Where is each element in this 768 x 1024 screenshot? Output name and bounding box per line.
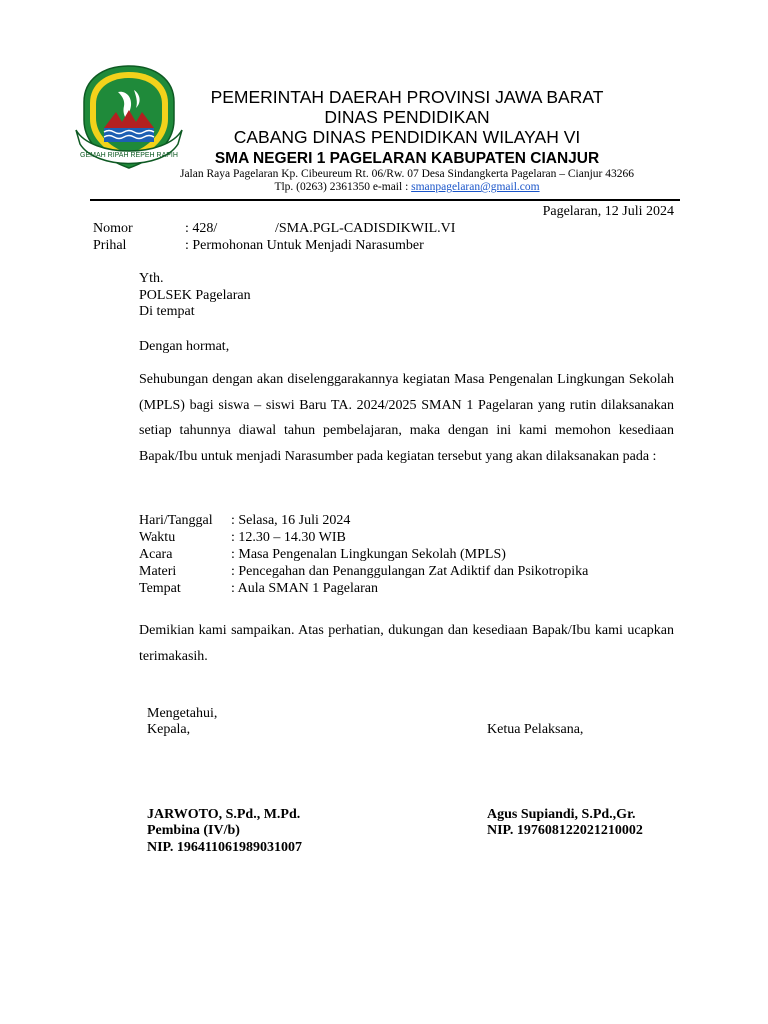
kop-line-agency: DINAS PENDIDIKAN: [324, 107, 490, 127]
detail-label: Acara: [139, 547, 173, 562]
detail-value: : Selasa, 16 Juli 2024: [231, 513, 351, 528]
detail-label: Waktu: [139, 530, 176, 545]
kop-line-government: PEMERINTAH DAERAH PROVINSI JAWA BARAT: [210, 87, 604, 107]
prihal-label: Prihal: [93, 238, 127, 253]
event-details-table: [139, 512, 588, 597]
kop-contact: [150, 181, 664, 193]
recipient-yth: Yth.: [139, 271, 164, 286]
sign-left-acknowledged: Mengetahui,: [147, 706, 218, 721]
detail-label: Hari/Tanggal: [139, 513, 213, 528]
salutation: Dengan hormat,: [139, 339, 230, 354]
detail-value: : Masa Pengenalan Lingkungan Sekolah (MPLS): [231, 547, 506, 562]
sign-left-nip: NIP. 196411061989031007: [147, 840, 303, 855]
kop-line-branch: CABANG DINAS PENDIDIKAN WILAYAH VI: [233, 127, 581, 147]
email-link[interactable]: smanpagelaran@gmail.com: [411, 181, 540, 193]
letterhead-divider: [90, 199, 680, 201]
logo-motto: GEMAH RIPAH REPEH RAPIH: [80, 152, 178, 159]
place-date: Pagelaran, 12 Juli 2024: [542, 204, 674, 219]
detail-value: : Pencegahan dan Penanggulangan Zat Adiktif dan Psikotropika: [231, 564, 589, 579]
detail-row-date: [139, 512, 588, 529]
closing-paragraph: Demikian kami sampaikan. Atas perhatian, dukungan dan kesediaan Bapak/Ibu kami ucapkan terimakasih.: [139, 623, 674, 664]
detail-label: Materi: [139, 564, 177, 579]
recipient-place: Di tempat: [139, 304, 195, 319]
detail-value: : Aula SMAN 1 Pagelaran: [231, 581, 378, 596]
prihal-value: : Permohonan Untuk Menjadi Narasumber: [185, 238, 424, 253]
detail-row-topic: [139, 563, 588, 580]
sign-right-name: Agus Supiandi, S.Pd.,Gr.: [487, 807, 636, 822]
nomor-value: : 428/: [185, 221, 218, 236]
kop-phone: Tlp. (0263) 2361350 e-mail :: [274, 181, 412, 193]
detail-row-event: [139, 546, 588, 563]
nomor-suffix: /SMA.PGL-CADISDIKWIL.VI: [275, 221, 456, 236]
detail-label: Tempat: [139, 581, 181, 596]
recipient-name: POLSEK Pagelaran: [139, 288, 251, 303]
kop-address: Jalan Raya Pagelaran Kp. Cibeureum Rt. 06/Rw. 07 Desa Sindangkerta Pagelaran – Cianjur 43266: [179, 168, 635, 180]
detail-row-time: [139, 529, 588, 546]
sign-left-rank: Pembina (IV/b): [147, 823, 240, 838]
sign-left-name: JARWOTO, S.Pd., M.Pd.: [147, 807, 301, 822]
detail-value: : 12.30 – 14.30 WIB: [231, 530, 346, 545]
detail-row-venue: [139, 580, 588, 597]
sign-left-title: Kepala,: [147, 722, 191, 737]
sign-right-title: Ketua Pelaksana,: [487, 722, 584, 737]
kop-school-name: SMA NEGERI 1 PAGELARAN KABUPATEN CIANJUR: [214, 150, 600, 167]
body-paragraph: Sehubungan dengan akan diselenggarakannya kegiatan Masa Pengenalan Lingkungan Sekolah (MPLS) bagi siswa – siswi Baru TA. 2024/2025 SMAN 1 Pagelaran yang rutin dilaksanakan setiap tahunnya diawal tahun pembelajaran, maka dengan ini kami memohon kesediaan Bapak/Ibu untuk menjadi Narasumber pada kegiatan tersebut yang akan dilaksanakan pada :: [139, 372, 674, 464]
nomor-label: Nomor: [93, 221, 133, 236]
sign-right-nip: NIP. 197608122021210002: [487, 823, 643, 838]
